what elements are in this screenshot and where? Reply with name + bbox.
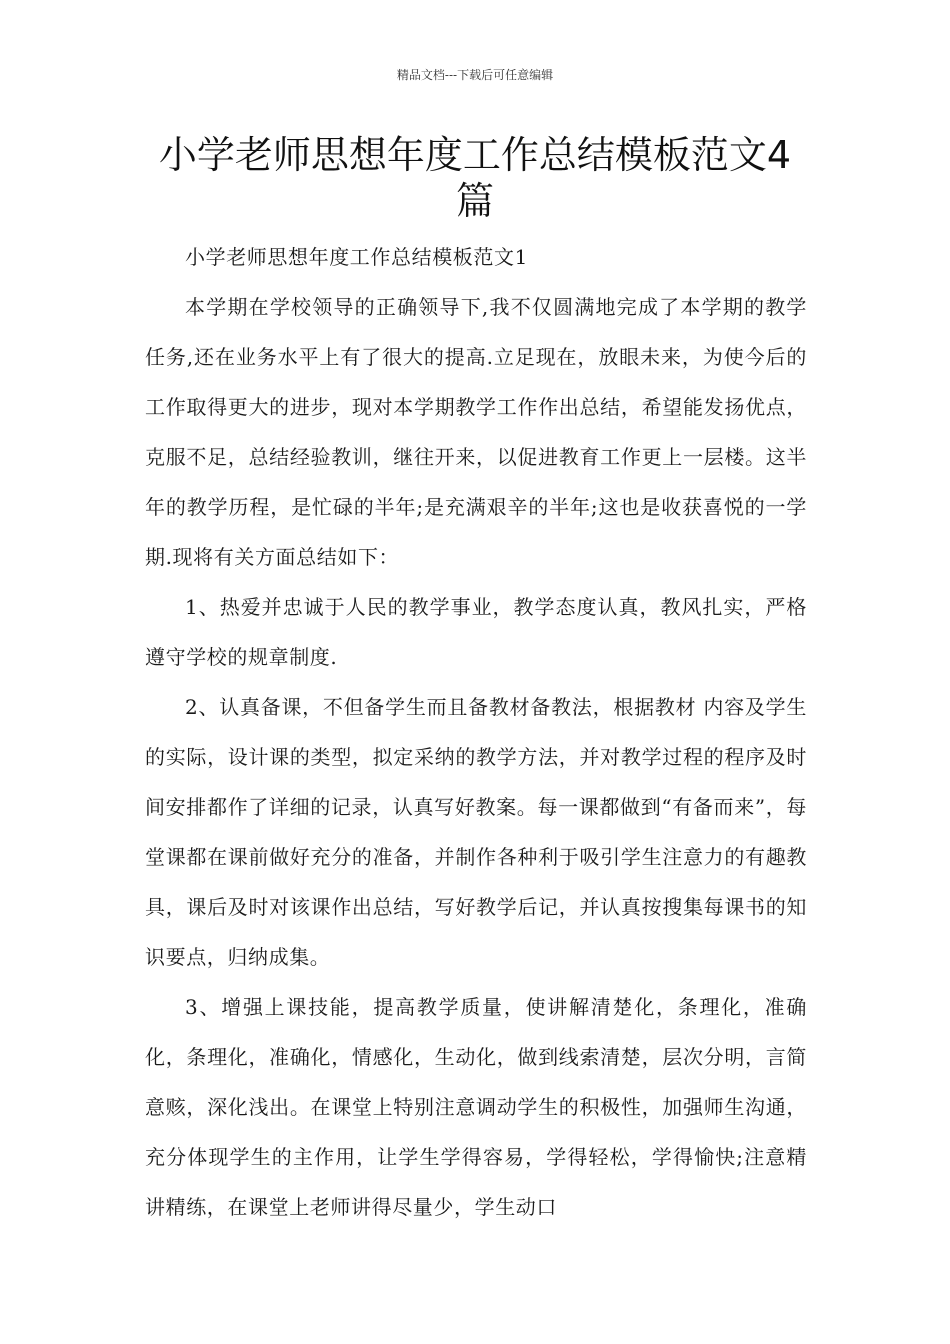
paragraph-item-1: 1、热爱并忠诚于人民的教学事业，教学态度认真，教风扎实，严格遵守学校的规章制度. (145, 595, 807, 669)
paragraph-item-2: 2、认真备课，不但备学生而且备教材备教法，根据教材 内容及学生的实际，设计课的类型，拟定采纳的教学方法，并对教学过程的程序及时间安排都作了详细的记录，认真写好教案。每一课都做到“有备而来”，每堂课都在课前做好充分的准备，并制作各种利于吸引学生注意力的有趣教具，课后及时对该课作出总结，写好教学后记，并认真按搜集每课书的知识要点，归纳成集。 (145, 695, 807, 969)
document-title: 小学老师思想年度工作总结模板范文4篇 (158, 133, 792, 223)
paragraph-intro: 本学期在学校领导的正确领导下,我不仅圆满地完成了本学期的教学任务,还在业务水平上有了很大的提高.立足现在，放眼未来，为使今后的工作取得更大的进步，现对本学期教学工作作出总结，希望能发扬优点，克服不足，总结经验教训，继往开来，以促进教育工作更上一层楼。这半年的教学历程，是忙碌的半年;是充满艰辛的半年;这也是收获喜悦的一学期.现将有关方面总结如下： (145, 295, 807, 569)
document-body (145, 232, 807, 1232)
section-subtitle: 小学老师思想年度工作总结模板范文1 (185, 245, 528, 269)
page-header: 精品文档---下载后可任意编辑 (396, 68, 554, 82)
paragraph-item-3: 3、增强上课技能，提高教学质量，使讲解清楚化，条理化，准确化，条理化，准确化，情感化，生动化，做到线索清楚，层次分明，言简意赅，深化浅出。在课堂上特别注意调动学生的积极性，加强师生沟通，充分体现学生的主作用，让学生学得容易，学得轻松，学得愉快;注意精讲精练，在课堂上老师讲得尽量少，学生动口 (145, 995, 807, 1219)
